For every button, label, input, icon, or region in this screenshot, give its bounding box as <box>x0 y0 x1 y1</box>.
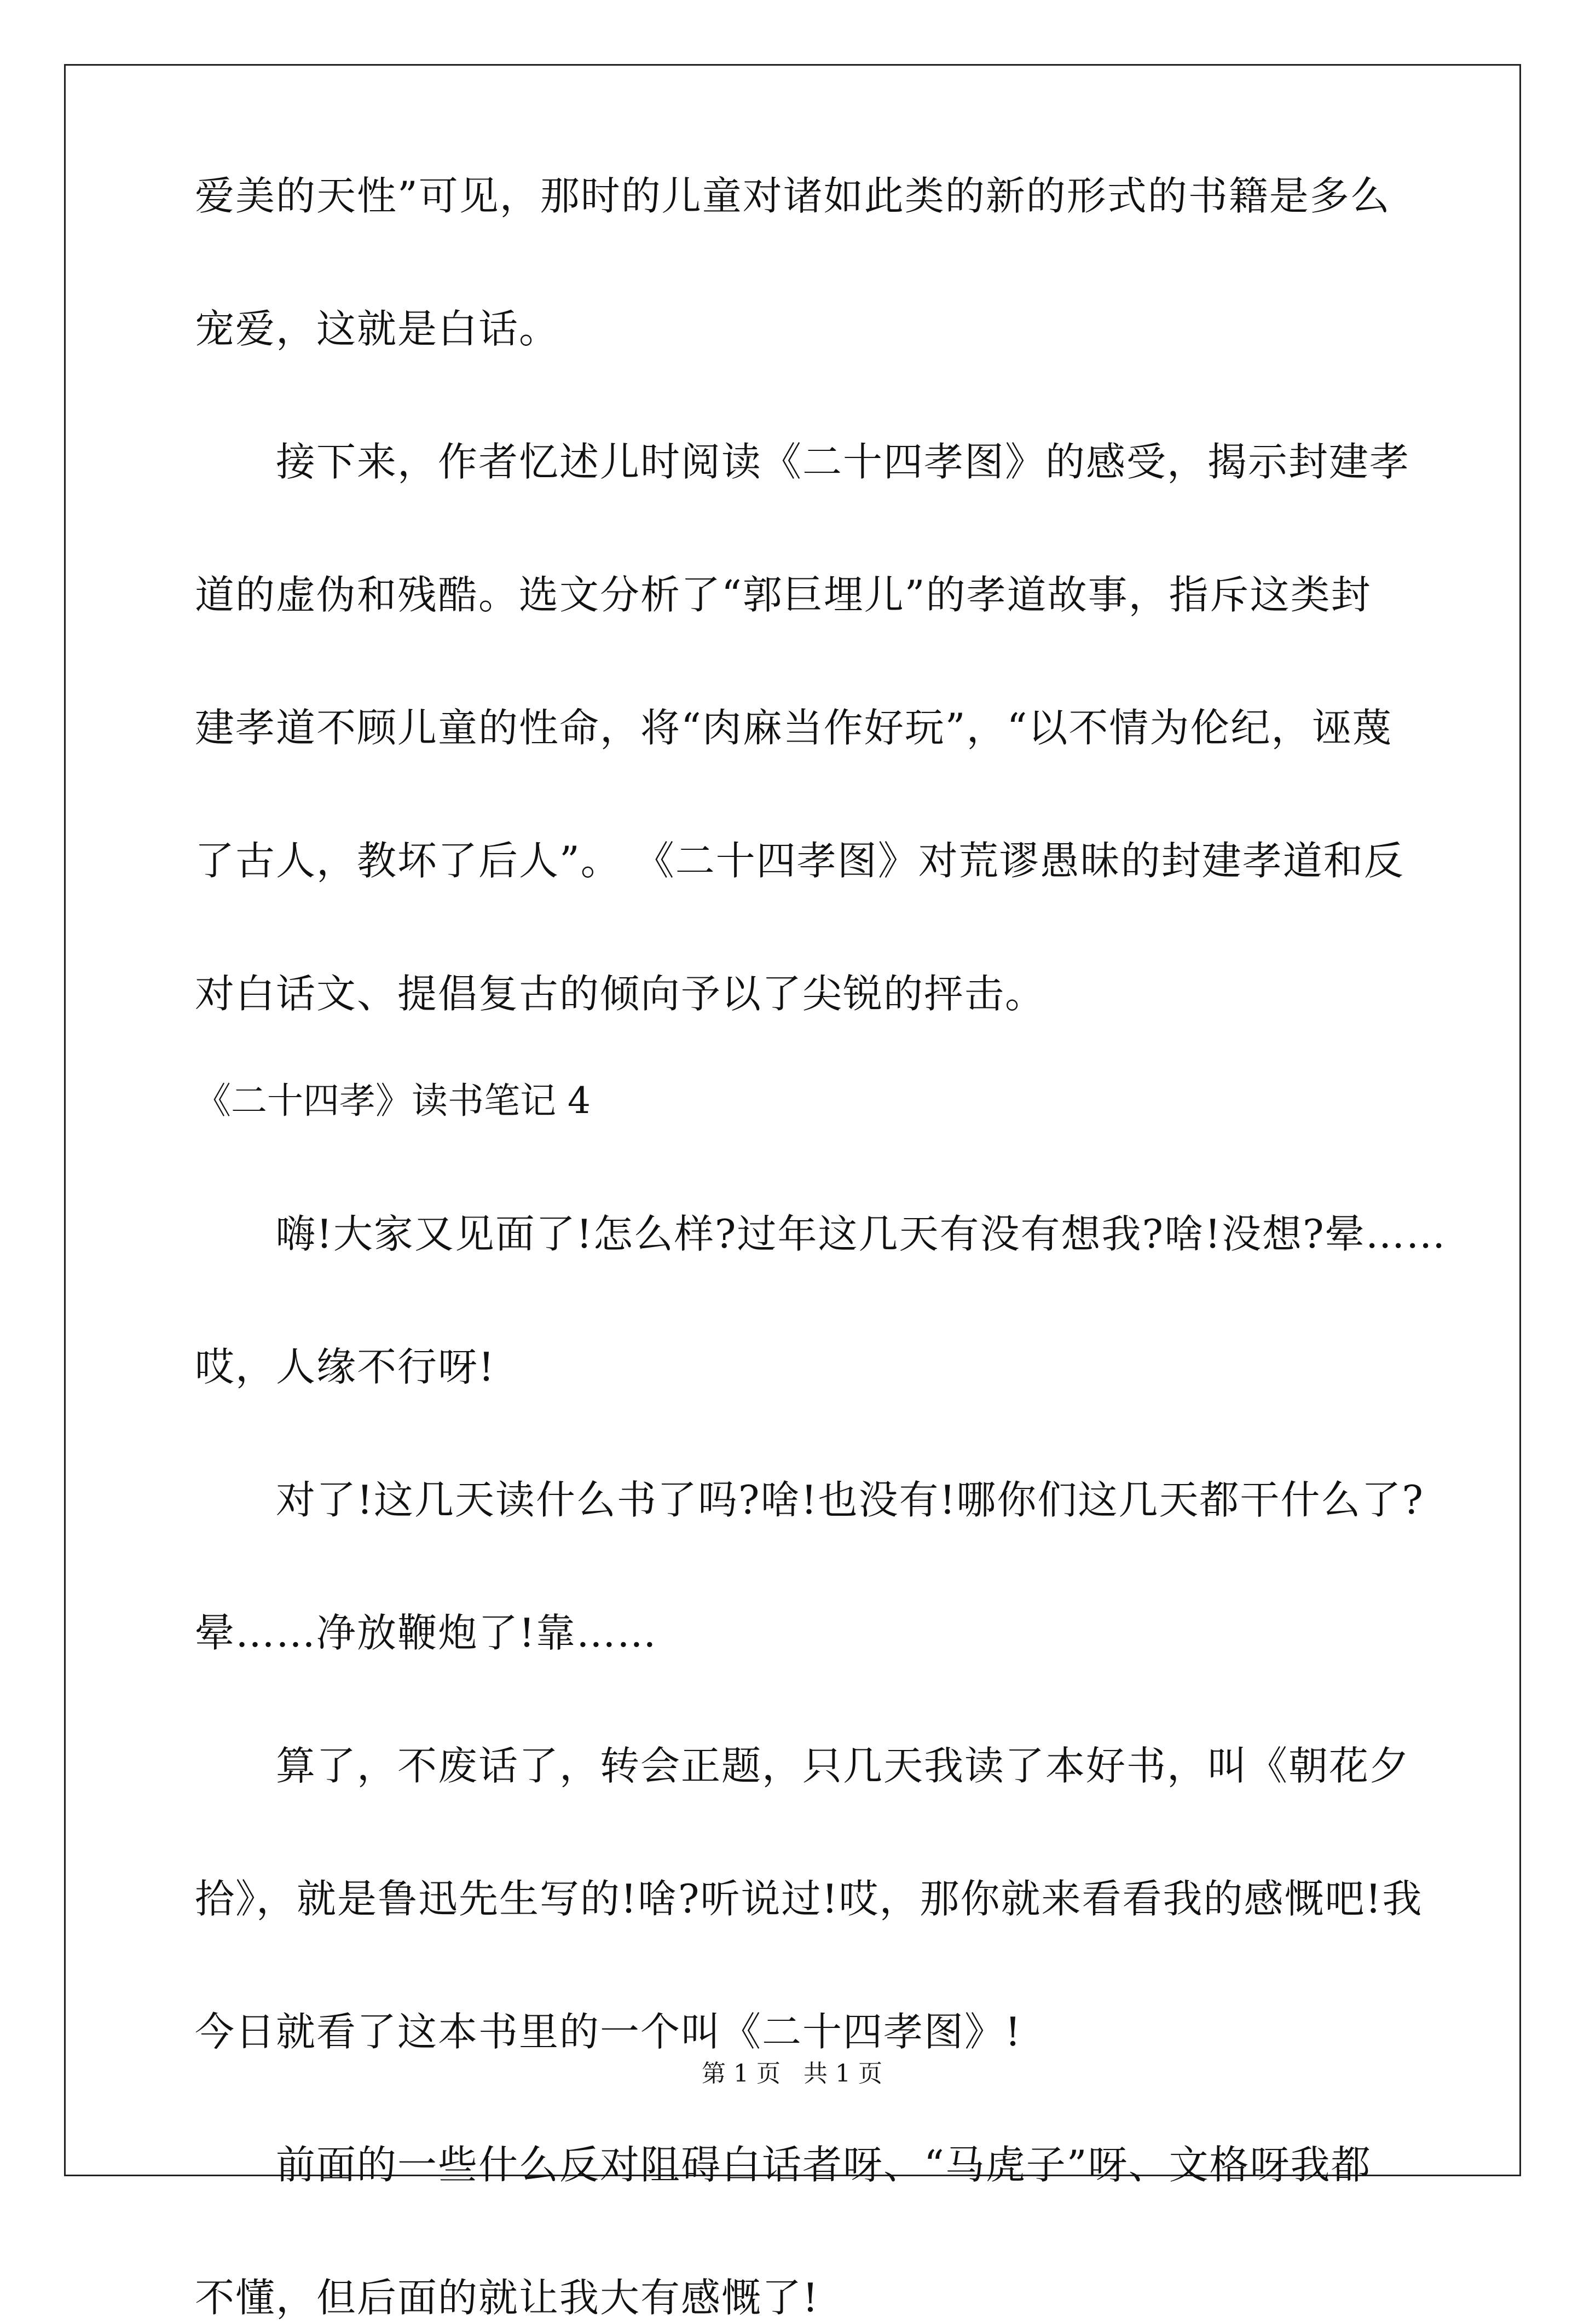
text-line: 不懂，但后面的就让我大有感慨了! <box>195 2275 819 2321</box>
text-line: 道的虚伪和残酷。选文分析了“郭巨埋儿”的孝道故事，指斥这类封 <box>195 572 1372 618</box>
text-line: 拾》，就是鲁迅先生写的!啥?听说过!哎，那你就来看看我的感慨吧!我 <box>195 1876 1423 1922</box>
text-line: 哎，人缘不行呀! <box>195 1344 495 1390</box>
paragraph <box>195 436 1410 1020</box>
document-body <box>195 170 1447 2324</box>
text-line: 今日就看了这本书里的一个叫《二十四孝图》! <box>195 2009 1022 2055</box>
paragraph <box>195 1474 1425 1659</box>
text-line: 前面的一些什么反对阻碍白话者呀、“马虎子”呀、文格呀我都 <box>276 2142 1372 2188</box>
paragraph <box>195 170 1404 355</box>
text-line: 了古人，教坏了后人”。 《二十四孝图》对荒谬愚昧的封建孝道和反 <box>195 838 1404 884</box>
text-line: 算了，不废话了，转会正题，只几天我读了本好书，叫《朝花夕 <box>276 1743 1410 1789</box>
text-line: 宠爱，这就是白话。 <box>195 306 560 352</box>
text-line: 接下来，作者忆述儿时阅读《二十四孝图》的感受，揭示封建孝 <box>276 439 1410 485</box>
text-line: 晕……净放鞭炮了!靠…… <box>195 1610 657 1656</box>
text-line: 对白话文、提倡复古的倾向予以了尖锐的抨击。 <box>195 971 1046 1017</box>
text-line: 对了!这几天读什么书了吗?啥!也没有!哪你们这几天都干什么了? <box>276 1477 1425 1523</box>
paragraph <box>195 2138 1404 2324</box>
text-line: 建孝道不顾儿童的性命，将“肉麻当作好玩”，“以不情为伦纪，诬蔑 <box>195 705 1393 751</box>
text-line: 爱美的天性”可见，那时的儿童对诸如此类的新的形式的书籍是多么 <box>195 173 1391 219</box>
page-footer: 第 1 页 共 1 页 <box>702 2060 882 2088</box>
text-line: 嗨!大家又见面了!怎么样?过年这几天有没有想我?啥!没想?晕…… <box>276 1211 1447 1257</box>
paragraph <box>195 1208 1447 1393</box>
paragraph <box>195 1740 1423 2058</box>
section-heading: 《二十四孝》读书笔记 4 <box>195 1080 591 1122</box>
